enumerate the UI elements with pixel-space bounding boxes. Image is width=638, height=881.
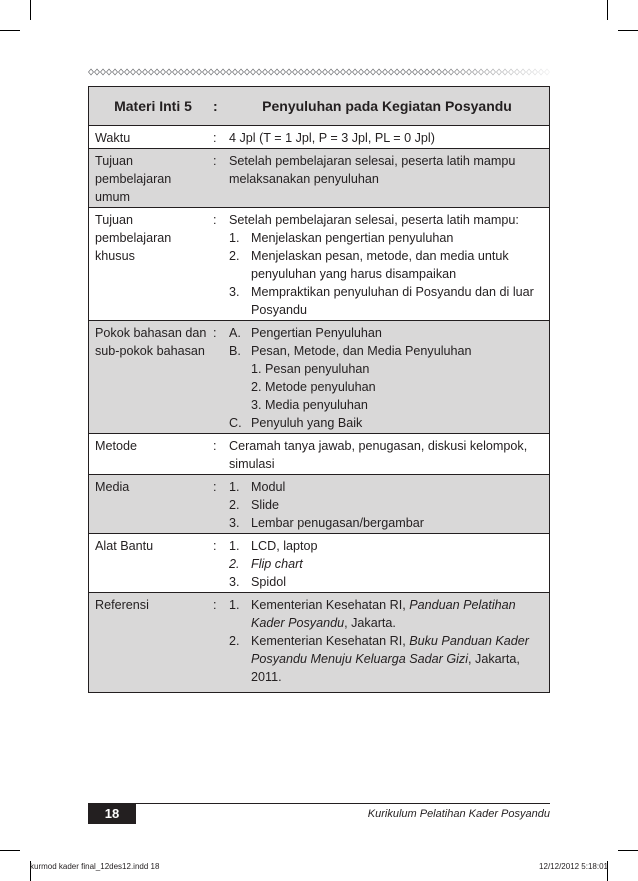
row-value (223, 475, 550, 534)
table-header-row (89, 87, 550, 126)
crop-mark (0, 30, 20, 31)
list-item: 2. Kementerian Kesehatan RI, Buku Panduan Kader Posyandu Menuju Keluarga Sadar Gizi, Jakarta, 2011. (229, 634, 529, 684)
row-label: Alat Bantu (89, 534, 212, 593)
colon: : (211, 475, 223, 534)
colon: : (211, 321, 223, 434)
row-alat-bantu (89, 534, 550, 593)
row-label: Pokok bahasan dan sub-pokok bahasan (89, 321, 212, 434)
list-item: C. Penyuluh yang Baik (229, 416, 363, 430)
row-value (223, 534, 550, 593)
diamond-ornament (88, 66, 550, 78)
footer-rule (88, 803, 550, 804)
row-value (223, 321, 550, 434)
module-title: Penyuluhan pada Kegiatan Posyandu (223, 87, 550, 126)
list-item: 1. Menjelaskan pengertian penyuluhan (229, 231, 454, 245)
list-item: 1. Modul (229, 480, 286, 494)
tools-list (229, 537, 545, 591)
curriculum-table (88, 86, 550, 693)
row-value: Setelah pembelajaran selesai, peserta latih mampu melaksanakan penyuluhan (223, 149, 550, 208)
row-label: Tujuan pembelajaran umum (89, 149, 212, 208)
list-item: 2. Flip chart (229, 557, 303, 571)
row-value: Ceramah tanya jawab, penugasan, diskusi kelompok, simulasi (223, 434, 550, 475)
list-item: 2. Slide (229, 498, 280, 512)
objective-list (229, 229, 545, 319)
list-item: A. Pengertian Penyuluhan (229, 326, 382, 340)
row-metode (89, 434, 550, 475)
crop-mark (30, 0, 31, 20)
list-item: 3. Spidol (229, 575, 287, 589)
colon: : (211, 126, 223, 149)
row-tujuan-umum (89, 149, 550, 208)
row-value: 4 Jpl (T = 1 Jpl, P = 3 Jpl, PL = 0 Jpl) (223, 126, 550, 149)
row-waktu (89, 126, 550, 149)
module-label: Materi Inti 5 (89, 87, 212, 126)
list-item: 1. Kementerian Kesehatan RI, Panduan Pelatihan Kader Posyandu, Jakarta. (229, 598, 516, 630)
row-value (223, 593, 550, 693)
list-item: B. Pesan, Metode, dan Media Penyuluhan (229, 344, 472, 358)
row-pokok-bahasan (89, 321, 550, 434)
row-label: Waktu (89, 126, 212, 149)
crop-mark (607, 0, 608, 20)
row-media (89, 475, 550, 534)
colon: : (211, 208, 223, 321)
row-label: Tujuan pembelajaran khusus (89, 208, 212, 321)
reference-list (229, 596, 545, 686)
row-tujuan-khusus (89, 208, 550, 321)
media-list (229, 478, 545, 532)
slug-datetime: 12/12/2012 5:18:01 (539, 862, 608, 871)
page-number: 18 (88, 803, 136, 824)
row-label: Metode (89, 434, 212, 475)
colon: : (211, 534, 223, 593)
crop-mark (618, 30, 638, 31)
sub-list-item: 2. Metode penyuluhan (251, 380, 376, 394)
crop-mark (0, 850, 20, 851)
colon: : (211, 149, 223, 208)
row-value (223, 208, 550, 321)
intro-text: Setelah pembelajaran selesai, peserta latih mampu: (229, 213, 519, 227)
colon: : (211, 87, 223, 126)
colon: : (211, 434, 223, 475)
topic-list (229, 324, 545, 432)
crop-mark (618, 850, 638, 851)
row-label: Referensi (89, 593, 212, 693)
sub-list-item: 3. Media penyuluhan (251, 398, 368, 412)
colon: : (211, 593, 223, 693)
list-item: 3. Lembar penugasan/bergambar (229, 516, 424, 530)
sub-list-item: 1. Pesan penyuluhan (251, 362, 370, 376)
list-item: 1. LCD, laptop (229, 539, 318, 553)
list-item: 3. Mempraktikan penyuluhan di Posyandu dan di luar Posyandu (229, 285, 534, 317)
row-label: Media (89, 475, 212, 534)
running-footer-title: Kurikulum Pelatihan Kader Posyandu (367, 808, 550, 820)
slug-filename: kurmod kader final_12des12.indd 18 (30, 862, 160, 871)
list-item: 2. Menjelaskan pesan, metode, dan media untuk penyuluhan yang harus disampaikan (229, 249, 509, 281)
row-referensi (89, 593, 550, 693)
